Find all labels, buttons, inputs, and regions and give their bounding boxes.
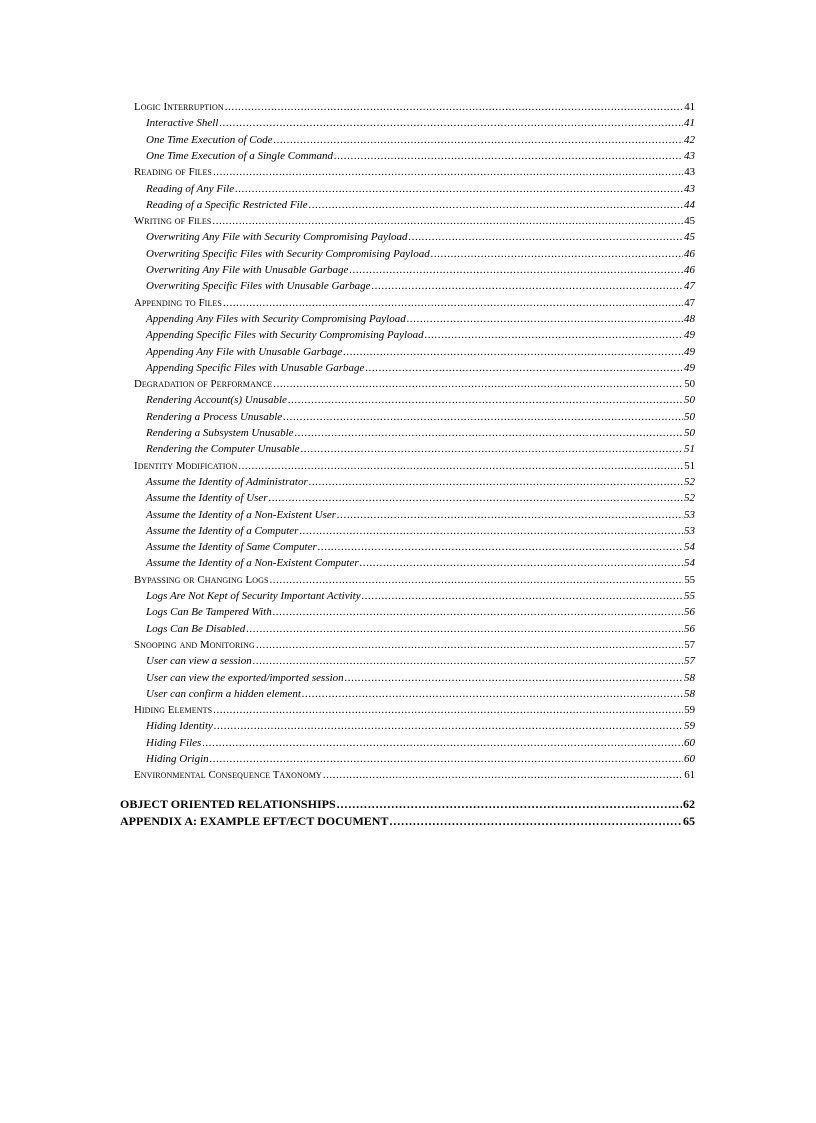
toc-entry-page-number: 54 [684,541,695,554]
toc-entry-page-number: 49 [684,361,695,374]
toc-entry[interactable] [146,362,695,374]
toc-leader-dots [219,117,683,129]
toc-entry-page-number: 50 [684,394,695,407]
toc-leader-dots [362,590,683,602]
toc-entry-title: User can view a session [146,655,252,668]
toc-entry[interactable] [134,378,695,390]
toc-entry-title: User can confirm a hidden element [146,687,301,700]
toc-leader-dots [425,329,683,341]
toc-entry-title: APPENDIX A: EXAMPLE EFT/ECT DOCUMENT [120,813,389,828]
toc-leader-dots [365,362,683,374]
toc-entry-page-number: 57 [684,655,695,668]
toc-entry[interactable] [146,476,695,488]
toc-entry-page-number: 49 [684,329,695,342]
toc-entry-title: Hiding Origin [146,753,209,765]
toc-entry[interactable] [146,427,695,439]
toc-entry-page-number: 47 [684,296,695,309]
toc-entry[interactable] [134,166,695,178]
toc-entry-title: Interactive Shell [146,117,219,130]
toc-leader-dots [309,476,683,488]
toc-entry-page-number: 43 [684,149,695,162]
toc-leader-dots [407,313,683,325]
toc-entry[interactable] [146,117,695,129]
toc-leader-dots [301,443,683,455]
toc-leader-dots [318,541,683,553]
toc-entry-title: Environmental Consequence Taxonomy [134,769,322,782]
toc-entry-page-number: 62 [683,796,695,811]
toc-entry-title: Rendering a Process Unusable [146,410,283,423]
toc-entry-title: One Time Execution of a Single Command [146,149,333,162]
toc-entry-page-number: 51 [684,459,695,472]
toc-entry-title: Reading of a Specific Restricted File [146,198,308,211]
toc-entry[interactable] [146,231,695,243]
toc-leader-dots [360,557,683,569]
toc-leader-dots [213,704,683,716]
toc-entry[interactable] [146,623,695,635]
toc-entry-title: Hiding Elements [134,704,213,717]
toc-entry[interactable] [146,183,695,195]
toc-entry-title: Logic Interruption [134,101,224,113]
toc-entry-title: Logs Can Be Disabled [146,622,246,635]
toc-leader-dots [269,492,683,504]
toc-leader-dots [202,737,683,749]
toc-entry[interactable] [146,509,695,521]
toc-entry[interactable] [146,753,695,765]
toc-entry-page-number: 53 [684,524,695,537]
toc-entry[interactable] [134,460,695,472]
toc-entry-title: Snooping and Monitoring [134,638,255,651]
toc-entry-page-number: 53 [684,508,695,521]
toc-entry[interactable] [146,313,695,325]
toc-entry-title: Rendering a Subsystem Unusable [146,427,294,439]
toc-entry-page-number: 50 [684,378,695,391]
toc-entry-page-number: 48 [684,312,695,325]
toc-leader-dots [288,394,683,406]
toc-entry-title: Logs Are Not Kept of Security Important Activity [146,590,361,602]
toc-entry[interactable] [146,199,695,211]
toc-entry[interactable] [146,492,695,504]
toc-entry-title: Overwriting Any File with Unusable Garbage [146,264,349,276]
toc-leader-dots [389,814,682,829]
toc-entry[interactable] [146,329,695,341]
toc-leader-dots [283,411,683,423]
toc-entry-title: Overwriting Specific Files with Unusable Garbage [146,280,371,293]
toc-entry-title: User can view the exported/imported session [146,671,344,684]
toc-entry[interactable] [146,606,695,618]
toc-leader-dots [253,655,683,667]
toc-entry-page-number: 61 [684,769,695,782]
toc-entry-title: Writing of Files [134,215,212,228]
toc-entry-page-number: 46 [684,264,695,276]
toc-leader-dots [256,639,683,651]
toc-entry-title: One Time Execution of Code [146,133,273,146]
toc-entry-title: Appending Specific Files with Security Compromising Payload [146,329,424,342]
toc-leader-dots [270,574,684,586]
toc-leader-dots [223,297,683,309]
toc-entry-title: Logs Can Be Tampered With [146,606,272,619]
toc-entry[interactable] [120,797,695,812]
toc-entry[interactable] [146,264,695,276]
toc-entry-page-number: 51 [684,443,695,456]
toc-entry-title: Overwriting Any File with Security Compromising Payload [146,231,408,244]
toc-entry[interactable] [134,215,695,227]
toc-entry-page-number: 50 [684,427,695,439]
toc-entry-page-number: 58 [684,671,695,684]
toc-leader-dots [409,231,683,243]
toc-entry-page-number: 65 [683,813,695,828]
toc-entry[interactable] [134,574,695,586]
toc-entry-title: Appending Specific Files with Unusable Garbage [146,361,365,374]
toc-leader-dots [299,525,683,537]
toc-leader-dots [337,509,683,521]
toc-entry[interactable] [146,443,695,455]
toc-entry[interactable] [134,769,695,781]
toc-entry-title: Assume the Identity of Same Computer [146,541,317,554]
toc-entry[interactable] [120,814,695,829]
toc-entry-page-number: 43 [684,182,695,195]
toc-leader-dots [295,427,683,439]
toc-entry-page-number: 47 [684,280,695,293]
toc-entry-title: Appending Any File with Unusable Garbage [146,345,343,358]
toc-leader-dots [273,134,683,146]
toc-entry-title: Assume the Identity of a Non-Existent Computer [146,557,359,570]
toc-entry-page-number: 45 [684,215,695,228]
toc-entry[interactable] [134,704,695,716]
toc-entry[interactable] [146,655,695,667]
toc-entry-page-number: 55 [684,590,695,602]
toc-entry[interactable] [146,541,695,553]
toc-leader-dots [372,280,683,292]
toc-leader-dots [334,150,683,162]
toc-entry-page-number: 55 [684,573,695,586]
toc-entry-page-number: 41 [684,101,695,113]
toc-entry[interactable] [146,672,695,684]
toc-leader-dots [238,460,683,472]
toc-entry-title: Appending Any Files with Security Compromising Payload [146,312,406,325]
toc-entry-title: Assume the Identity of a Computer [146,524,299,537]
toc-leader-dots [210,753,683,765]
toc-entry-page-number: 43 [684,166,695,179]
toc-entry[interactable] [146,557,695,569]
toc-entry[interactable] [146,248,695,260]
toc-entry[interactable] [146,590,695,602]
toc-entry-page-number: 57 [684,638,695,651]
toc-entry-page-number: 44 [684,198,695,211]
toc-entry-page-number: 60 [684,753,695,765]
toc-entry[interactable] [146,394,695,406]
toc-leader-dots [431,248,683,260]
toc-entry-page-number: 56 [684,622,695,635]
toc-entry-page-number: 58 [684,687,695,700]
toc-leader-dots [337,797,682,812]
toc-leader-dots [323,769,683,781]
toc-entry-title: Assume the Identity of User [146,492,268,505]
toc-leader-dots [225,101,683,113]
toc-leader-dots [309,199,683,211]
toc-leader-dots [213,166,683,178]
toc-entry-title: Assume the Identity of a Non-Existent User [146,508,337,521]
toc-entry-page-number: 60 [684,736,695,749]
toc-entry[interactable] [146,411,695,423]
toc-entry-title: Overwriting Specific Files with Security Compromising Payload [146,247,430,260]
toc-entry-page-number: 59 [684,720,695,733]
toc-entry-page-number: 52 [684,492,695,505]
toc-entry[interactable] [146,346,695,358]
toc-entry[interactable] [134,297,695,309]
toc-entry[interactable] [146,720,695,732]
toc-leader-dots [302,688,683,700]
toc-entry-title: Hiding Files [146,736,202,749]
toc-entry[interactable] [146,737,695,749]
toc-entry-page-number: 54 [684,557,695,570]
toc-leader-dots [349,264,683,276]
toc-entry-page-number: 59 [684,704,695,717]
toc-entry-title: Degradation of Performance [134,378,273,391]
toc-entry-page-number: 56 [684,606,695,619]
toc-entry-title: Hiding Identity [146,720,213,733]
toc-entry-page-number: 49 [684,345,695,358]
toc-leader-dots [345,672,683,684]
toc-entry-title: Identity Modification [134,459,238,472]
toc-entry-page-number: 42 [684,133,695,146]
toc-entry-title: Rendering Account(s) Unusable [146,394,287,407]
toc-leader-dots [343,346,683,358]
toc-leader-dots [212,215,683,227]
toc-leader-dots [273,378,683,390]
toc-entry[interactable] [134,639,695,651]
toc-entry[interactable] [146,150,695,162]
toc-entry[interactable] [134,101,695,113]
toc-entry[interactable] [146,688,695,700]
toc-entry[interactable] [146,525,695,537]
toc-leader-dots [273,606,683,618]
toc-entry-title: Reading of Any File [146,182,235,195]
toc-entry-title: Rendering the Computer Unusable [146,443,300,456]
toc-leader-dots [214,720,683,732]
toc-entry-page-number: 45 [684,231,695,244]
toc-entry[interactable] [146,280,695,292]
toc-entry[interactable] [146,134,695,146]
toc-entry-title: Reading of Files [134,166,212,179]
toc-leader-dots [246,623,683,635]
toc-leader-dots [235,183,683,195]
toc-entry-page-number: 41 [684,117,695,130]
toc-entry-title: Assume the Identity of Administrator [146,475,308,488]
toc-entry-title: Appending to Files [134,296,222,309]
toc-entry-title: Bypassing or Changing Logs [134,573,269,586]
toc-entry-page-number: 50 [684,410,695,423]
toc-entry-page-number: 46 [684,247,695,260]
toc-entry-page-number: 52 [684,475,695,488]
toc-entry-title: OBJECT ORIENTED RELATIONSHIPS [120,796,336,811]
